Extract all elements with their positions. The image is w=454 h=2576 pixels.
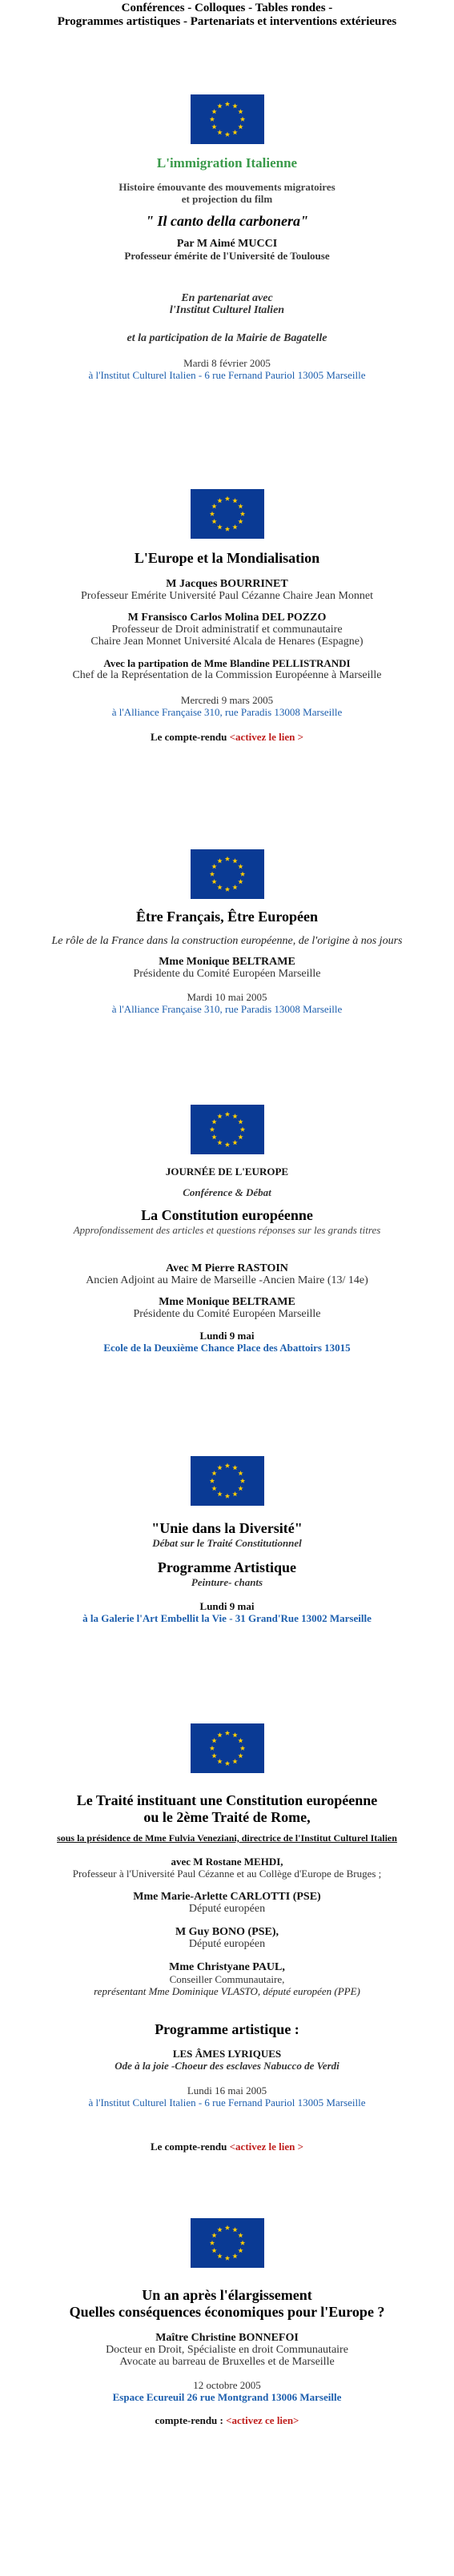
report-link[interactable]: <activez le lien > (229, 2141, 304, 2153)
program-title: Programme artistique : (155, 2021, 299, 2037)
event-venue: Ecole de la Deuxième Chance Place des Abattoirs 13015 (103, 1342, 351, 1354)
event-title: Être Français, Être Européen (136, 909, 318, 925)
speaker-2-role-2: Chaire Jean Monnet Université Alcala de Henares (Espagne) (90, 636, 364, 648)
event-title-2: Quelles conséquences économiques pour l'Europe ? (69, 2304, 385, 2320)
speaker-1-name: Maître Christine BONNEFOI (155, 2332, 299, 2344)
event-venue: à la Galerie l'Art Embellit la Vie - 31 Grand'Rue 13002 Marseille (82, 1612, 372, 1624)
speaker-3-role: Chef de la Représentation de la Commission Européenne à Marseille (72, 669, 382, 681)
report-prefix: compte-rendu : (155, 2414, 223, 2426)
speaker-2-name: Mme Marie-Arlette CARLOTTI (PSE) (133, 1891, 321, 1903)
speaker-4-name: Mme Christyane PAUL, (169, 1961, 285, 1973)
event-venue: à l'Alliance Française 310, rue Paradis 13008 Marseille (111, 1003, 343, 1015)
event-title-1: Le Traité instituant une Constitution européenne (76, 1792, 378, 1808)
speaker-1-role-1: Docteur en Droit, Spécialiste en droit Communautaire (106, 2344, 348, 2356)
event-title: L'Europe et la Mondialisation (134, 550, 320, 566)
event-date: Lundi 9 mai (199, 1600, 255, 1612)
film-title: " Il canto della carbonera" (146, 213, 308, 229)
eu-flag-icon (191, 1723, 264, 1773)
speaker-2-role: Présidente du Comité Européen Marseille (133, 1308, 321, 1320)
speaker-1-role: Professeur Emérite Université Paul Cézanne Chaire Jean Monnet (80, 590, 374, 602)
event-subtitle: Le rôle de la France dans la construction européenne, de l'origine à nos jours (51, 935, 403, 947)
event-kicker: JOURNÉE DE L'EUROPE (165, 1166, 289, 1178)
speaker-1-role: Présidente du Comité Européen Marseille (133, 968, 321, 980)
event-title: La Constitution européenne (141, 1207, 313, 1223)
speaker-1-role: Ancien Adjoint au Maire de Marseille -Ancien Maire (13/ 14e) (86, 1274, 368, 1286)
program-item-2: Ode à la joie -Choeur des esclaves Nabucco de Verdi (115, 2060, 339, 2072)
event-date: Mardi 10 mai 2005 (187, 991, 267, 1003)
report-prefix: Le compte-rendu (150, 731, 227, 743)
header-line-2: Programmes artistiques - Partenariats et interventions extérieures (57, 15, 397, 28)
eu-flag-icon (191, 2218, 264, 2268)
event-title-1: Un an après l'élargissement (142, 2287, 312, 2303)
event-date: Lundi 16 mai 2005 (187, 2084, 267, 2097)
eu-flag-icon (191, 94, 264, 144)
event-date: Lundi 9 mai (199, 1330, 255, 1342)
speaker-2-role: Député européen (188, 1903, 266, 1915)
report-line (0, 2141, 454, 2153)
page-header (0, 0, 454, 29)
speaker-1-name: Avec M Pierre RASTOIN (166, 1262, 288, 1274)
report-link[interactable]: <activez ce lien> (226, 2414, 299, 2426)
event-title: "Unie dans la Diversité" (151, 1520, 303, 1536)
speaker-3-name: Avec la partipation de Mme Blandine PELLISTRANDI (103, 657, 351, 669)
partner-line-1: En partenariat avec (181, 292, 273, 304)
event-subtitle: Débat sur le Traité Constitutionnel (152, 1537, 302, 1549)
speaker-role: Professeur émérite de l'Université de Toulouse (124, 250, 330, 262)
event-description-2: et projection du film (181, 193, 273, 205)
event-venue: à l'Institut Culturel Italien - 6 rue Fernand Pauriol 13005 Marseille (88, 2097, 366, 2109)
event-date: Mercredi 9 mars 2005 (180, 694, 274, 706)
partner-line-2: l'Institut Culturel Italien (169, 304, 285, 316)
event-unie-dans-la-diversite (0, 1456, 454, 1624)
event-venue: à l'Institut Culturel Italien - 6 rue Fernand Pauriol 13005 Marseille (88, 369, 366, 381)
speaker-3-name: M Guy BONO (PSE), (175, 1926, 279, 1938)
event-constitution-europeenne (0, 1105, 454, 1354)
report-prefix: Le compte-rendu (150, 2141, 227, 2153)
program-item-1: LES ÂMES LYRIQUES (172, 2048, 282, 2060)
eu-flag-icon (191, 1456, 264, 1506)
event-date: 12 octobre 2005 (193, 2379, 261, 2391)
report-line (0, 731, 454, 743)
event-title-2: Programme Artistique (157, 1559, 297, 1575)
event-traite-de-rome (0, 1723, 454, 2153)
event-description-1: Histoire émouvante des mouvements migratoires (119, 181, 335, 193)
speaker-1-name: avec M Rostane MEHDI, (171, 1856, 283, 1868)
event-subtitle: Approfondissement des articles et questions réponses sur les grands titres (73, 1224, 381, 1236)
event-elargissement (0, 2218, 454, 2426)
speaker-2-role-1: Professeur de Droit administratif et communautaire (111, 624, 343, 636)
partner-line-3: et la participation de la Mairie de Bagatelle (127, 332, 327, 344)
report-line (0, 2414, 454, 2426)
speaker-4-role-2: représentant Mme Dominique VLASTO, député européen (PPE) (94, 1985, 360, 1997)
event-date: Mardi 8 février 2005 (183, 357, 271, 369)
speaker-1-role-2: Avocate au barreau de Bruxelles et de Marseille (119, 2356, 335, 2368)
event-kicker-2: Conférence & Débat (183, 1186, 271, 1198)
event-venue: à l'Alliance Française 310, rue Paradis 13008 Marseille (111, 706, 343, 718)
speaker-2-name: Mme Monique BELTRAME (159, 1296, 295, 1308)
speaker-name: Par M Aimé MUCCI (176, 238, 278, 250)
speaker-1-name: M Jacques BOURRINET (166, 578, 288, 590)
speaker-2-name: M Fransisco Carlos Molina DEL POZZO (127, 612, 327, 624)
event-europe-mondialisation (0, 489, 454, 743)
speaker-1-name: Mme Monique BELTRAME (159, 956, 295, 968)
event-etre-francais-europeen (0, 849, 454, 1015)
event-title-2: ou le 2ème Traité de Rome, (143, 1809, 311, 1825)
eu-flag-icon (191, 489, 264, 539)
report-link[interactable]: <activez le lien > (229, 731, 304, 743)
header-line-1: Conférences - Colloques - Tables rondes - (121, 2, 333, 14)
event-presidency: sous la présidence de Mme Fulvia Veneziani, directrice de l'Institut Culturel Italien (57, 1832, 397, 1844)
speaker-4-role: Conseiller Communautaire, (169, 1973, 285, 1985)
event-venue: Espace Ecureuil 26 rue Montgrand 13006 Marseille (112, 2391, 342, 2403)
speaker-3-role: Député européen (188, 1938, 266, 1950)
event-subtitle-2: Peinture- chants (191, 1576, 263, 1588)
event-title: L'immigration Italienne (156, 155, 298, 171)
speaker-1-role: Professeur à l'Université Paul Cézanne et au Collège d'Europe de Bruges ; (72, 1868, 382, 1880)
eu-flag-icon (191, 849, 264, 899)
event-immigration-italienne (0, 94, 454, 381)
eu-flag-icon (191, 1105, 264, 1154)
